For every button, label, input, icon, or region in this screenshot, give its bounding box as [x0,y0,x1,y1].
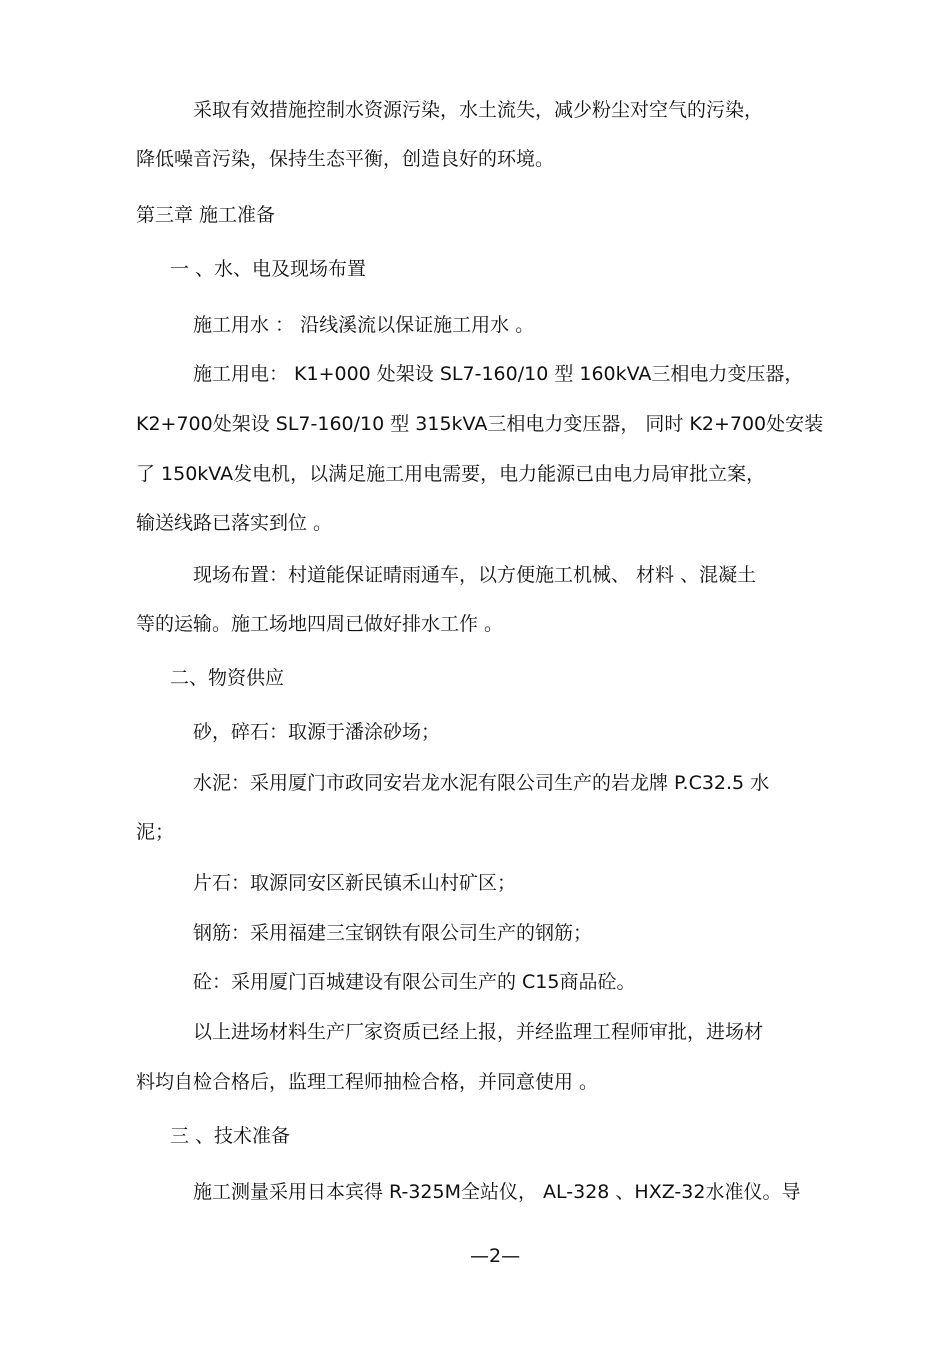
section-heading-1: 一 、水、电及现场布置 [170,258,367,280]
paragraph-line-16: 以上进场材料生产厂家资质已经上报，并经监理工程师审批，进场材 [193,1021,764,1043]
paragraph-line-12: 泥； [136,821,175,843]
paragraph-line-1: 采取有效措施控制水资源污染，水土流失，减少粉尘对空气的污染， [193,99,764,121]
paragraph-line-3: 施工用水 ： 沿线溪流以保证施工用水 。 [193,314,535,336]
section-heading-2: 二、物资供应 [170,667,285,689]
paragraph-line-2: 降低噪音污染，保持生态平衡，创造良好的环境。 [136,148,555,170]
page-number: —2— [470,1245,521,1267]
paragraph-line-9: 等的运输。施工场地四周已做好排水工作 。 [136,613,504,635]
paragraph-line-7: 输送线路已落实到位 。 [136,512,333,534]
paragraph-line-5: K2+700处架设 SL7-160/10 型 315kVA三相电力变压器， 同时 K2+700处安装 [136,413,824,435]
paragraph-line-6: 了 150kVA发电机，以满足施工用电需要，电力能源已由电力局审批立案， [136,463,766,485]
paragraph-line-8: 现场布置：村道能保证晴雨通车，以方便施工机械、 材料 、混凝土 [193,564,757,586]
paragraph-line-17: 料均自检合格后，监理工程师抽检合格，并同意使用 。 [136,1071,599,1093]
paragraph-line-15: 砼：采用厦门百城建设有限公司生产的 C15商品砼。 [193,971,636,993]
paragraph-line-4: 施工用电： K1+000 处架设 SL7-160/10 型 160kVA三相电力变压器， [193,363,804,385]
chapter-heading: 第三章 施工准备 [136,204,276,226]
paragraph-line-10: 砂，碎石：取源于潘涂砂场； [193,721,441,743]
paragraph-line-11: 水泥：采用厦门市政同安岩龙水泥有限公司生产的岩龙牌 P.C32.5 水 [193,772,770,794]
paragraph-line-13: 片石：取源同安区新民镇禾山村矿区； [193,872,517,894]
section-heading-3: 三 、技术准备 [170,1125,291,1147]
paragraph-line-14: 钢筋：采用福建三宝钢铁有限公司生产的钢筋； [193,922,593,944]
paragraph-line-18: 施工测量采用日本宾得 R-325M全站仪， AL-328 、HXZ-32水准仪。导 [193,1181,801,1203]
